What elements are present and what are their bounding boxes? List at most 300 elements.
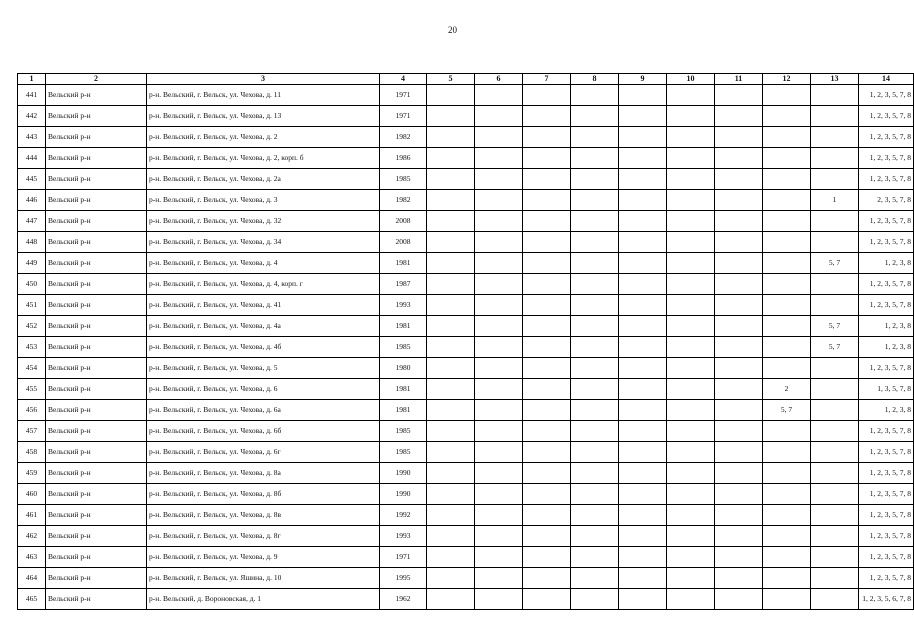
- cell-col-8: [571, 295, 619, 316]
- cell-col-7: [523, 505, 571, 526]
- table-row: [18, 274, 914, 295]
- cell-district: Вельский р-н: [46, 463, 147, 484]
- cell-col-11: [715, 190, 763, 211]
- cell-col-6: [475, 358, 523, 379]
- cell-address: р-н. Вельский, г. Вельск, ул. Чехова, д. 6а: [147, 400, 380, 421]
- cell-col-5: [427, 169, 475, 190]
- cell-col-12: [763, 358, 811, 379]
- cell-col-9: [619, 358, 667, 379]
- cell-year: 1971: [380, 547, 427, 568]
- cell-row-number: 452: [18, 316, 46, 337]
- table-row: [18, 526, 914, 547]
- cell-col-9: [619, 337, 667, 358]
- cell-col-5: [427, 232, 475, 253]
- cell-col-6: [475, 337, 523, 358]
- cell-col-7: [523, 484, 571, 505]
- cell-col-14: 1, 2, 3, 5, 7, 8: [859, 127, 914, 148]
- cell-col-12: [763, 505, 811, 526]
- cell-col-9: [619, 148, 667, 169]
- table-row: [18, 505, 914, 526]
- cell-col-6: [475, 85, 523, 106]
- cell-col-8: [571, 526, 619, 547]
- cell-row-number: 459: [18, 463, 46, 484]
- cell-row-number: 456: [18, 400, 46, 421]
- table-row: [18, 589, 914, 610]
- cell-address: р-н. Вельский, г. Вельск, ул. Чехова, д. 6б: [147, 421, 380, 442]
- cell-col-7: [523, 337, 571, 358]
- cell-col-5: [427, 274, 475, 295]
- cell-col-14: 1, 2, 3, 5, 7, 8: [859, 526, 914, 547]
- cell-col-8: [571, 106, 619, 127]
- cell-col-14: 1, 2, 3, 5, 7, 8: [859, 211, 914, 232]
- column-header-12: 12: [763, 74, 811, 85]
- cell-col-14: 1, 2, 3, 5, 7, 8: [859, 568, 914, 589]
- cell-district: Вельский р-н: [46, 400, 147, 421]
- cell-col-11: [715, 568, 763, 589]
- cell-row-number: 464: [18, 568, 46, 589]
- cell-col-10: [667, 85, 715, 106]
- cell-col-14: 1, 2, 3, 5, 7, 8: [859, 106, 914, 127]
- cell-col-9: [619, 463, 667, 484]
- cell-year: 1981: [380, 400, 427, 421]
- cell-district: Вельский р-н: [46, 295, 147, 316]
- cell-col-8: [571, 400, 619, 421]
- cell-col-6: [475, 190, 523, 211]
- cell-row-number: 451: [18, 295, 46, 316]
- cell-col-14: 1, 2, 3, 8: [859, 400, 914, 421]
- cell-col-11: [715, 547, 763, 568]
- cell-address: р-н. Вельский, г. Вельск, ул. Чехова, д. 8г: [147, 526, 380, 547]
- cell-col-8: [571, 274, 619, 295]
- cell-district: Вельский р-н: [46, 85, 147, 106]
- cell-district: Вельский р-н: [46, 484, 147, 505]
- cell-address: р-н. Вельский, г. Вельск, ул. Чехова, д. 3: [147, 190, 380, 211]
- cell-col-11: [715, 442, 763, 463]
- column-header-1: 1: [18, 74, 46, 85]
- cell-col-6: [475, 106, 523, 127]
- cell-col-6: [475, 148, 523, 169]
- column-header-8: 8: [571, 74, 619, 85]
- cell-col-10: [667, 232, 715, 253]
- cell-col-14: 1, 2, 3, 5, 7, 8: [859, 484, 914, 505]
- cell-col-12: [763, 190, 811, 211]
- cell-col-9: [619, 211, 667, 232]
- cell-col-13: [811, 274, 859, 295]
- cell-col-12: [763, 442, 811, 463]
- cell-col-12: [763, 568, 811, 589]
- cell-col-11: [715, 526, 763, 547]
- cell-row-number: 458: [18, 442, 46, 463]
- cell-col-14: 1, 2, 3, 5, 7, 8: [859, 505, 914, 526]
- cell-year: 1992: [380, 505, 427, 526]
- cell-col-12: [763, 526, 811, 547]
- cell-year: 1962: [380, 589, 427, 610]
- cell-row-number: 450: [18, 274, 46, 295]
- cell-col-13: [811, 505, 859, 526]
- cell-row-number: 461: [18, 505, 46, 526]
- cell-row-number: 442: [18, 106, 46, 127]
- cell-col-7: [523, 148, 571, 169]
- column-header-13: 13: [811, 74, 859, 85]
- cell-col-12: [763, 106, 811, 127]
- cell-district: Вельский р-н: [46, 148, 147, 169]
- column-header-4: 4: [380, 74, 427, 85]
- cell-col-7: [523, 547, 571, 568]
- cell-col-6: [475, 400, 523, 421]
- cell-col-11: [715, 484, 763, 505]
- cell-col-14: 1, 2, 3, 5, 7, 8: [859, 442, 914, 463]
- cell-address: р-н. Вельский, г. Вельск, ул. Чехова, д. 11: [147, 85, 380, 106]
- cell-col-13: [811, 463, 859, 484]
- cell-col-14: 1, 2, 3, 5, 7, 8: [859, 274, 914, 295]
- cell-col-14: 1, 2, 3, 8: [859, 316, 914, 337]
- cell-col-7: [523, 589, 571, 610]
- cell-address: р-н. Вельский, г. Вельск, ул. Чехова, д. 2, корп. б: [147, 148, 380, 169]
- cell-col-10: [667, 106, 715, 127]
- cell-col-14: 1, 2, 3, 5, 7, 8: [859, 232, 914, 253]
- cell-col-11: [715, 316, 763, 337]
- cell-col-6: [475, 421, 523, 442]
- cell-col-9: [619, 589, 667, 610]
- cell-col-13: 5, 7: [811, 337, 859, 358]
- cell-col-13: [811, 526, 859, 547]
- cell-col-11: [715, 253, 763, 274]
- cell-col-6: [475, 316, 523, 337]
- cell-address: р-н. Вельский, г. Вельск, ул. Яшина, д. 10: [147, 568, 380, 589]
- cell-col-5: [427, 358, 475, 379]
- table-row: [18, 106, 914, 127]
- cell-col-10: [667, 316, 715, 337]
- cell-col-13: [811, 358, 859, 379]
- cell-col-7: [523, 568, 571, 589]
- cell-col-8: [571, 442, 619, 463]
- cell-col-13: [811, 127, 859, 148]
- cell-col-7: [523, 190, 571, 211]
- cell-col-12: [763, 337, 811, 358]
- cell-col-14: 1, 2, 3, 5, 7, 8: [859, 295, 914, 316]
- cell-col-5: [427, 148, 475, 169]
- cell-row-number: 462: [18, 526, 46, 547]
- cell-year: 1985: [380, 421, 427, 442]
- cell-col-9: [619, 442, 667, 463]
- cell-col-8: [571, 358, 619, 379]
- cell-year: 1985: [380, 169, 427, 190]
- cell-col-9: [619, 295, 667, 316]
- cell-col-10: [667, 379, 715, 400]
- cell-col-10: [667, 568, 715, 589]
- cell-col-8: [571, 547, 619, 568]
- cell-col-5: [427, 421, 475, 442]
- cell-col-11: [715, 211, 763, 232]
- cell-col-11: [715, 505, 763, 526]
- column-header-7: 7: [523, 74, 571, 85]
- cell-col-5: [427, 127, 475, 148]
- cell-address: р-н. Вельский, г. Вельск, ул. Чехова, д. 4б: [147, 337, 380, 358]
- cell-col-14: 1, 2, 3, 5, 7, 8: [859, 358, 914, 379]
- cell-col-13: [811, 148, 859, 169]
- table-row: [18, 190, 914, 211]
- cell-address: р-н. Вельский, г. Вельск, ул. Чехова, д. 5: [147, 358, 380, 379]
- cell-col-12: [763, 169, 811, 190]
- cell-col-12: [763, 232, 811, 253]
- housing-register-table: [17, 73, 914, 610]
- column-header-6: 6: [475, 74, 523, 85]
- cell-district: Вельский р-н: [46, 253, 147, 274]
- cell-col-9: [619, 400, 667, 421]
- cell-address: р-н. Вельский, г. Вельск, ул. Чехова, д. 4, корп. г: [147, 274, 380, 295]
- cell-col-6: [475, 442, 523, 463]
- cell-col-10: [667, 463, 715, 484]
- cell-col-6: [475, 295, 523, 316]
- table-body: [18, 85, 914, 610]
- cell-col-6: [475, 463, 523, 484]
- cell-col-9: [619, 484, 667, 505]
- cell-col-13: [811, 232, 859, 253]
- cell-col-5: [427, 211, 475, 232]
- table-row: [18, 358, 914, 379]
- cell-row-number: 454: [18, 358, 46, 379]
- cell-col-8: [571, 148, 619, 169]
- column-header-9: 9: [619, 74, 667, 85]
- cell-address: р-н. Вельский, г. Вельск, ул. Чехова, д. 2а: [147, 169, 380, 190]
- cell-year: 1971: [380, 106, 427, 127]
- cell-col-10: [667, 253, 715, 274]
- cell-col-12: [763, 463, 811, 484]
- cell-col-13: [811, 295, 859, 316]
- cell-col-11: [715, 421, 763, 442]
- cell-col-5: [427, 295, 475, 316]
- table-row: [18, 211, 914, 232]
- cell-col-14: 1, 3, 5, 7, 8: [859, 379, 914, 400]
- cell-col-13: [811, 589, 859, 610]
- cell-col-8: [571, 190, 619, 211]
- cell-col-7: [523, 169, 571, 190]
- cell-col-12: [763, 211, 811, 232]
- cell-col-11: [715, 589, 763, 610]
- cell-district: Вельский р-н: [46, 274, 147, 295]
- cell-col-11: [715, 463, 763, 484]
- cell-year: 1985: [380, 337, 427, 358]
- cell-col-13: [811, 421, 859, 442]
- cell-col-5: [427, 337, 475, 358]
- cell-address: р-н. Вельский, г. Вельск, ул. Чехова, д. 8в: [147, 505, 380, 526]
- cell-col-9: [619, 568, 667, 589]
- cell-address: р-н. Вельский, г. Вельск, ул. Чехова, д. 6: [147, 379, 380, 400]
- cell-col-8: [571, 169, 619, 190]
- cell-col-9: [619, 190, 667, 211]
- cell-col-14: 1, 2, 3, 5, 7, 8: [859, 148, 914, 169]
- cell-row-number: 444: [18, 148, 46, 169]
- cell-col-14: 1, 2, 3, 5, 7, 8: [859, 463, 914, 484]
- cell-col-13: [811, 400, 859, 421]
- table-row: [18, 232, 914, 253]
- cell-col-5: [427, 400, 475, 421]
- cell-row-number: 447: [18, 211, 46, 232]
- cell-col-12: [763, 274, 811, 295]
- cell-col-10: [667, 190, 715, 211]
- cell-address: р-н. Вельский, г. Вельск, ул. Чехова, д. 8а: [147, 463, 380, 484]
- cell-col-7: [523, 274, 571, 295]
- cell-district: Вельский р-н: [46, 589, 147, 610]
- cell-year: 1981: [380, 253, 427, 274]
- cell-col-7: [523, 379, 571, 400]
- table-row: [18, 568, 914, 589]
- cell-district: Вельский р-н: [46, 442, 147, 463]
- column-header-2: 2: [46, 74, 147, 85]
- cell-year: 1981: [380, 379, 427, 400]
- cell-row-number: 449: [18, 253, 46, 274]
- cell-col-5: [427, 253, 475, 274]
- column-header-10: 10: [667, 74, 715, 85]
- cell-col-5: [427, 547, 475, 568]
- cell-col-12: [763, 484, 811, 505]
- cell-col-9: [619, 505, 667, 526]
- cell-row-number: 455: [18, 379, 46, 400]
- cell-year: 1995: [380, 568, 427, 589]
- cell-row-number: 446: [18, 190, 46, 211]
- cell-col-10: [667, 337, 715, 358]
- cell-year: 1981: [380, 316, 427, 337]
- cell-address: р-н. Вельский, г. Вельск, ул. Чехова, д. 32: [147, 211, 380, 232]
- table-row: [18, 316, 914, 337]
- cell-district: Вельский р-н: [46, 568, 147, 589]
- cell-col-8: [571, 568, 619, 589]
- table-row: [18, 85, 914, 106]
- cell-col-10: [667, 295, 715, 316]
- table-row: [18, 295, 914, 316]
- cell-col-8: [571, 484, 619, 505]
- cell-district: Вельский р-н: [46, 547, 147, 568]
- cell-col-13: [811, 169, 859, 190]
- cell-col-10: [667, 169, 715, 190]
- cell-col-14: 1, 2, 3, 8: [859, 253, 914, 274]
- cell-col-13: 1: [811, 190, 859, 211]
- cell-col-6: [475, 589, 523, 610]
- cell-col-9: [619, 547, 667, 568]
- cell-col-14: 1, 2, 3, 5, 7, 8: [859, 421, 914, 442]
- cell-row-number: 460: [18, 484, 46, 505]
- cell-col-10: [667, 358, 715, 379]
- cell-col-11: [715, 106, 763, 127]
- cell-col-10: [667, 211, 715, 232]
- cell-address: р-н. Вельский, г. Вельск, ул. Чехова, д. 9: [147, 547, 380, 568]
- cell-col-8: [571, 85, 619, 106]
- cell-year: 2008: [380, 232, 427, 253]
- cell-district: Вельский р-н: [46, 127, 147, 148]
- cell-row-number: 441: [18, 85, 46, 106]
- cell-address: р-н. Вельский, г. Вельск, ул. Чехова, д. 8б: [147, 484, 380, 505]
- table-row: [18, 547, 914, 568]
- cell-col-14: 1, 2, 3, 5, 6, 7, 8: [859, 589, 914, 610]
- cell-col-14: 1, 2, 3, 8: [859, 337, 914, 358]
- cell-district: Вельский р-н: [46, 358, 147, 379]
- table-row: [18, 400, 914, 421]
- table-row: [18, 337, 914, 358]
- cell-col-7: [523, 106, 571, 127]
- column-header-3: 3: [147, 74, 380, 85]
- cell-col-9: [619, 526, 667, 547]
- cell-address: р-н. Вельский, г. Вельск, ул. Чехова, д. 2: [147, 127, 380, 148]
- cell-col-7: [523, 127, 571, 148]
- cell-col-10: [667, 400, 715, 421]
- table-row: [18, 127, 914, 148]
- cell-col-5: [427, 85, 475, 106]
- cell-col-5: [427, 442, 475, 463]
- cell-col-6: [475, 379, 523, 400]
- cell-col-8: [571, 316, 619, 337]
- table-row: [18, 169, 914, 190]
- cell-col-9: [619, 169, 667, 190]
- cell-col-5: [427, 379, 475, 400]
- cell-col-7: [523, 463, 571, 484]
- cell-year: 1990: [380, 463, 427, 484]
- cell-col-11: [715, 169, 763, 190]
- cell-district: Вельский р-н: [46, 379, 147, 400]
- cell-col-6: [475, 274, 523, 295]
- cell-col-9: [619, 379, 667, 400]
- cell-col-8: [571, 232, 619, 253]
- cell-row-number: 448: [18, 232, 46, 253]
- cell-row-number: 463: [18, 547, 46, 568]
- cell-district: Вельский р-н: [46, 211, 147, 232]
- cell-col-10: [667, 505, 715, 526]
- cell-district: Вельский р-н: [46, 505, 147, 526]
- cell-address: р-н. Вельский, г. Вельск, ул. Чехова, д. 13: [147, 106, 380, 127]
- cell-col-13: [811, 442, 859, 463]
- cell-col-12: 5, 7: [763, 400, 811, 421]
- cell-col-12: [763, 85, 811, 106]
- cell-col-6: [475, 505, 523, 526]
- cell-col-8: [571, 421, 619, 442]
- cell-col-9: [619, 85, 667, 106]
- cell-col-14: 1, 2, 3, 5, 7, 8: [859, 85, 914, 106]
- cell-year: 1982: [380, 190, 427, 211]
- cell-col-7: [523, 400, 571, 421]
- cell-district: Вельский р-н: [46, 421, 147, 442]
- column-header-11: 11: [715, 74, 763, 85]
- cell-col-7: [523, 421, 571, 442]
- cell-col-13: [811, 547, 859, 568]
- cell-col-9: [619, 127, 667, 148]
- cell-col-5: [427, 589, 475, 610]
- cell-district: Вельский р-н: [46, 106, 147, 127]
- cell-col-5: [427, 316, 475, 337]
- cell-col-13: [811, 106, 859, 127]
- cell-col-11: [715, 295, 763, 316]
- cell-col-13: [811, 484, 859, 505]
- cell-col-6: [475, 232, 523, 253]
- cell-col-10: [667, 484, 715, 505]
- cell-col-9: [619, 232, 667, 253]
- cell-district: Вельский р-н: [46, 337, 147, 358]
- cell-district: Вельский р-н: [46, 169, 147, 190]
- cell-col-11: [715, 274, 763, 295]
- cell-address: р-н. Вельский, г. Вельск, ул. Чехова, д. 4: [147, 253, 380, 274]
- cell-col-9: [619, 316, 667, 337]
- cell-col-8: [571, 463, 619, 484]
- cell-col-11: [715, 232, 763, 253]
- cell-col-6: [475, 127, 523, 148]
- cell-year: 1982: [380, 127, 427, 148]
- cell-col-5: [427, 505, 475, 526]
- cell-col-12: [763, 421, 811, 442]
- cell-col-5: [427, 484, 475, 505]
- cell-col-7: [523, 316, 571, 337]
- cell-col-10: [667, 526, 715, 547]
- cell-col-6: [475, 169, 523, 190]
- cell-col-6: [475, 547, 523, 568]
- cell-col-8: [571, 505, 619, 526]
